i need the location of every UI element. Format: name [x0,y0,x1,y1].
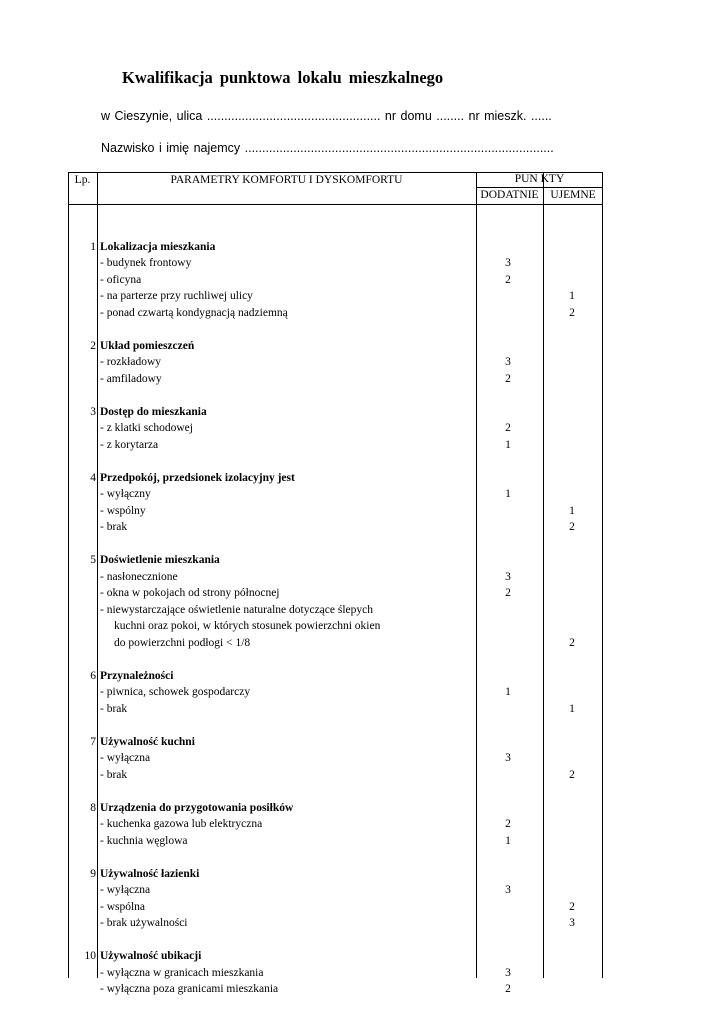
points-minus: 1 [569,290,575,302]
table-row [68,420,603,437]
table-row [68,305,603,322]
points-minus: 1 [569,702,575,715]
parameter-text: - niewystarczające oświetlenie naturalne dotyczące ślepych [100,603,373,616]
parameter-text: do powierzchni podłogi < 1/8 [114,636,251,649]
parameter-text: - piwnica, schowek gospodarczy [100,686,251,698]
parameter-text: - wspólna [100,900,146,913]
points-plus: 2 [505,983,511,995]
points-minus: 2 [569,768,575,781]
table-row [68,519,603,536]
table-row [68,849,603,866]
parameter-text: - brak [100,521,128,533]
parameter-text: - budynek frontowy [100,257,192,269]
table-row [68,255,603,272]
points-plus: 2 [505,818,511,830]
points-plus: 2 [505,273,511,286]
points-plus: 2 [505,422,511,434]
section-heading: Urządzenia do przygotowania posiłków [100,801,294,814]
table-row [68,536,603,553]
header-points-plus: DODATNIE [480,189,539,201]
points-minus: 2 [569,636,575,649]
table-row [68,354,603,371]
points-minus: 2 [569,306,575,319]
table-row [68,767,603,784]
table-row [68,899,603,916]
points-minus: 3 [569,917,575,929]
table-row [68,387,603,404]
table-row [68,222,603,239]
table-row [68,437,603,454]
parameter-text: - kuchnia węglowa [100,834,188,847]
parameter-text: - wyłączna [100,884,151,896]
table-row-section [68,239,603,256]
table-row [68,684,603,701]
table-row [68,915,603,932]
row-number: 5 [90,554,96,566]
parameter-text: - rozkładowy [100,356,161,368]
row-number: 8 [90,801,96,814]
address-line: w Cieszynie, ulica .................................................. nr domu ........ nr mieszk. ...... [101,109,552,123]
points-plus: 1 [505,488,511,500]
row-number: 1 [90,240,96,253]
parameter-text: - okna w pokojach od strony północnej [100,587,280,599]
header-points-minus: UJEMNE [550,189,596,201]
row-number: 2 [90,339,96,352]
parameter-text: - wyłączna w granicach mieszkania [100,966,264,979]
parameter-text: - brak [100,768,128,781]
parameter-text: - amfiladowy [100,372,162,385]
table-row-section [68,948,603,965]
section-heading: Układ pomieszczeń [100,339,195,352]
points-plus: 3 [505,752,511,764]
table-row [68,750,603,767]
header-bottom-rule [68,204,603,205]
points-subheader-rule [476,187,603,188]
tenant-name-line: Nazwisko i imię najemcy ......................................................................................... [101,141,554,155]
parameter-text: kuchni oraz pokoi, w których stosunek powierzchni okien [114,620,381,632]
parameter-text: - nasłonecznione [100,570,178,583]
points-minus: 1 [569,504,575,517]
parameter-text: - oficyna [100,273,142,286]
table-row [68,651,603,668]
table-row [68,965,603,982]
parameter-text: - kuchenka gazowa lub elektryczna [100,818,263,830]
parameter-text: - wyłączny [100,488,151,500]
table-row-section [68,404,603,421]
row-number: 9 [90,867,96,880]
parameter-text: - wyłączna poza granicami mieszkania [100,983,279,995]
table-body [68,222,603,998]
parameter-text: - z korytarza [100,438,159,451]
points-plus: 1 [505,438,511,451]
section-heading: Używalność kuchni [100,735,195,748]
table-row [68,272,603,289]
table-row [68,503,603,520]
table-row [68,981,603,998]
points-plus: 2 [505,587,511,599]
points-plus: 1 [505,834,511,847]
points-table [68,172,603,995]
document-title: Kwalifikacja punktowa lokalu mieszkalnego [122,68,444,87]
parameter-text: - z klatki schodowej [100,422,193,434]
points-plus: 2 [505,372,511,385]
parameter-text: - wspólny [100,504,146,517]
section-heading: Doświetlenie mieszkania [100,554,220,566]
table-row [68,288,603,305]
table-row-section [68,668,603,685]
table-row [68,816,603,833]
table-row-section [68,470,603,487]
table-row [68,717,603,734]
header-lp: Lp. [74,174,91,186]
table-row [68,701,603,718]
points-minus: 2 [569,900,575,913]
points-minus: 2 [569,521,575,533]
section-heading: Używalność łazienki [100,867,200,880]
table-row [68,486,603,503]
points-plus: 3 [505,257,511,269]
section-heading: Używalność ubikacji [100,950,202,962]
table-row [68,585,603,602]
points-plus: 3 [505,884,511,896]
section-heading: Lokalizacja mieszkania [100,240,216,253]
table-row-section [68,800,603,817]
row-number: 6 [90,669,96,682]
points-plus: 3 [505,570,511,583]
section-heading: Dostęp do mieszkania [100,405,207,418]
table-row-section [68,866,603,883]
table-row [68,635,603,652]
table-row [68,783,603,800]
row-number: 3 [90,405,96,418]
table-row [68,618,603,635]
parameter-text: - na parterze przy ruchliwej ulicy [100,290,253,302]
table-row [68,321,603,338]
table-row [68,602,603,619]
points-plus: 3 [505,966,511,979]
row-number: 7 [90,735,96,748]
row-number: 4 [90,471,96,484]
table-row-section [68,734,603,751]
table-row-section [68,338,603,355]
points-plus: 3 [505,356,511,368]
row-number: 10 [84,950,96,962]
table-row [68,932,603,949]
table-row [68,833,603,850]
points-plus: 1 [505,686,511,698]
header-params: PARAMETRY KOMFORTU I DYSKOMFORTU [170,174,403,186]
table-row [68,371,603,388]
section-heading: Przynależności [100,669,174,682]
parameter-text: - brak używalności [100,917,188,929]
section-heading: Przedpokój, przedsionek izolacyjny jest [100,471,295,484]
parameter-text: - wyłączna [100,752,151,764]
parameter-text: - brak [100,702,128,715]
header-points: PUN KTY [514,173,565,185]
parameter-text: - ponad czwartą kondygnacją nadziemną [100,306,288,319]
table-row-section [68,552,603,569]
table-row [68,569,603,586]
table-row [68,882,603,899]
table-row [68,453,603,470]
